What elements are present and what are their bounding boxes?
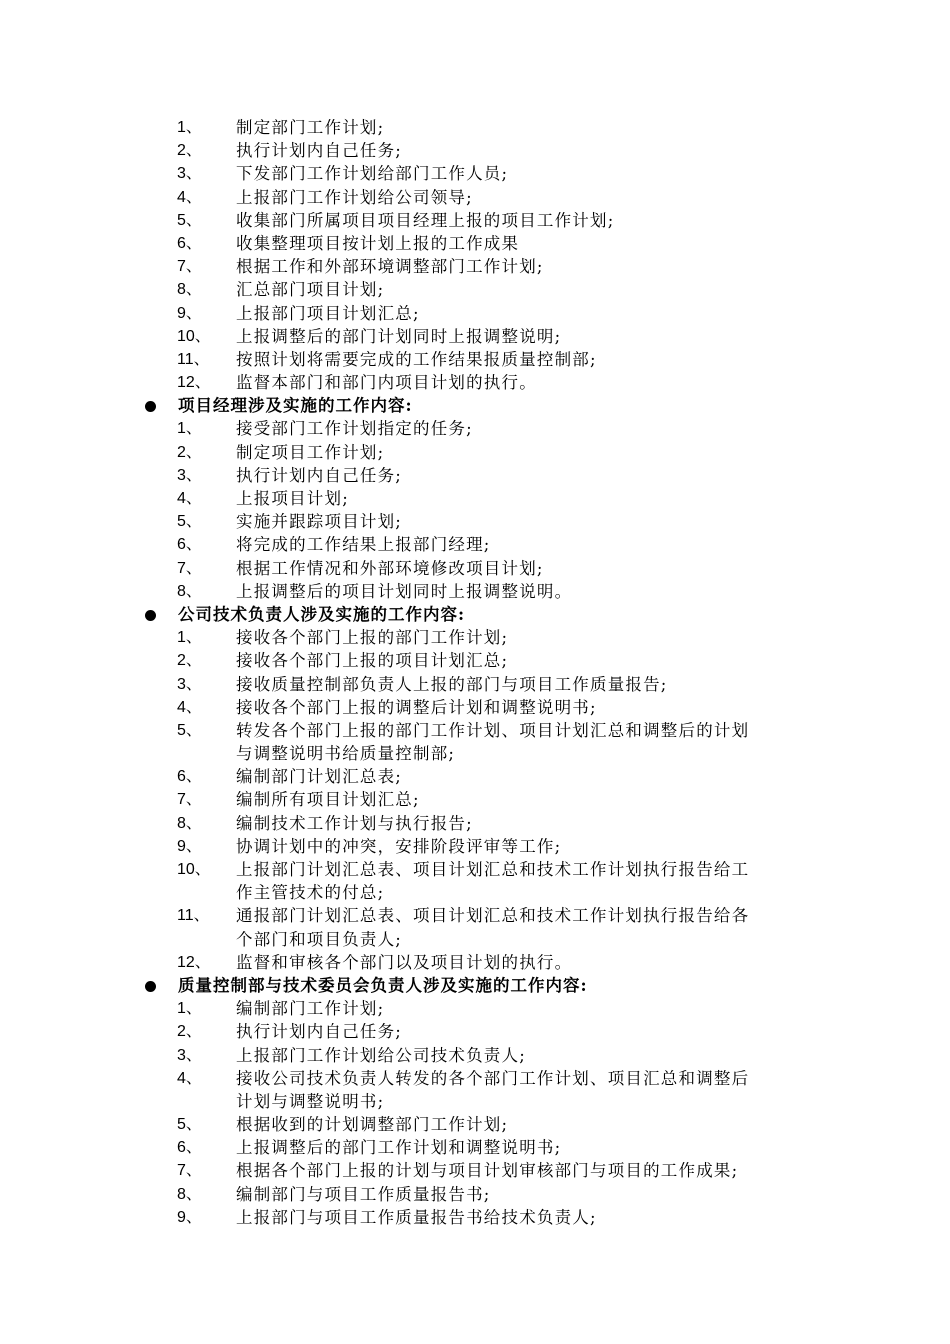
item-number: 2、 bbox=[177, 443, 202, 461]
item-number: 4、 bbox=[177, 490, 202, 507]
list-item bbox=[0, 1136, 950, 1159]
section-heading-text: 公司技术负责人涉及实施的工作内容: bbox=[178, 604, 466, 624]
list-item bbox=[0, 510, 950, 533]
list-item bbox=[0, 1159, 950, 1182]
list-item bbox=[0, 696, 950, 719]
item-number: 5、 bbox=[177, 1116, 202, 1134]
section-heading bbox=[0, 394, 950, 417]
list-item bbox=[0, 533, 950, 556]
item-text: 上报部门与项目工作质量报告书给技术负责人; bbox=[236, 1207, 597, 1227]
item-number: 7、 bbox=[177, 791, 202, 809]
item-text: 通报部门计划汇总表、项目计划汇总和技术工作计划执行报告给各 bbox=[236, 906, 750, 926]
item-text: 制定项目工作计划; bbox=[236, 442, 385, 462]
item-number: 8、 bbox=[177, 814, 202, 832]
item-text: 执行计划内自己任务; bbox=[236, 141, 403, 161]
section-heading bbox=[0, 603, 950, 626]
item-number: 4、 bbox=[177, 1069, 202, 1087]
item-number: 4、 bbox=[177, 698, 202, 716]
item-text: 接受部门工作计划指定的任务; bbox=[236, 419, 473, 439]
item-number: 12、 bbox=[177, 953, 211, 971]
list-item bbox=[0, 788, 950, 811]
section-heading bbox=[0, 974, 950, 997]
item-text: 上报调整后的部门计划同时上报调整说明; bbox=[236, 326, 562, 346]
list-item bbox=[0, 765, 950, 788]
item-text: 执行计划内自己任务; bbox=[236, 1022, 403, 1042]
item-number: 6、 bbox=[177, 768, 202, 786]
item-text: 转发各个部门上报的部门工作计划、项目计划汇总和调整后的计划 bbox=[236, 720, 750, 740]
section-heading-text: 质量控制部与技术委员会负责人涉及实施的工作内容: bbox=[178, 975, 588, 995]
item-number: 8、 bbox=[177, 582, 202, 600]
item-number: 3、 bbox=[177, 1046, 202, 1064]
list-item bbox=[0, 278, 950, 301]
item-number: 1、 bbox=[177, 1000, 202, 1018]
item-number: 4、 bbox=[177, 188, 202, 206]
list-item bbox=[0, 255, 950, 278]
item-number: 3、 bbox=[177, 165, 202, 183]
item-number: 11、 bbox=[177, 907, 210, 925]
item-text: 汇总部门项目计划; bbox=[236, 280, 385, 300]
list-item bbox=[0, 487, 950, 510]
item-number: 9、 bbox=[177, 304, 202, 322]
list-item bbox=[0, 557, 950, 580]
bullet-icon bbox=[145, 610, 156, 621]
item-number: 3、 bbox=[177, 466, 202, 484]
item-text: 下发部门工作计划给部门工作人员; bbox=[236, 164, 509, 184]
item-number: 10、 bbox=[177, 861, 211, 878]
list-item bbox=[0, 997, 950, 1020]
list-item bbox=[0, 348, 950, 371]
item-text: 收集部门所属项目项目经理上报的项目工作计划; bbox=[236, 210, 615, 230]
item-number: 8、 bbox=[177, 1185, 202, 1203]
section-heading-text: 项目经理涉及实施的工作内容: bbox=[178, 396, 413, 416]
list-item bbox=[0, 441, 950, 464]
item-text: 作主管技术的付总; bbox=[236, 883, 385, 903]
item-text: 根据工作情况和外部环境修改项目计划; bbox=[236, 558, 544, 578]
item-number: 1、 bbox=[177, 629, 202, 647]
list-item bbox=[0, 1206, 950, 1229]
document-body bbox=[0, 116, 950, 1229]
item-text: 个部门和项目负责人; bbox=[236, 929, 403, 949]
item-text: 接收各个部门上报的调整后计划和调整说明书; bbox=[236, 697, 597, 717]
item-number: 10、 bbox=[177, 327, 211, 345]
bullet-icon bbox=[145, 981, 156, 992]
item-text: 编制技术工作计划与执行报告; bbox=[236, 813, 473, 833]
list-item bbox=[0, 371, 950, 394]
item-number: 6、 bbox=[177, 536, 202, 554]
item-number: 12、 bbox=[177, 374, 211, 392]
list-item bbox=[0, 812, 950, 835]
item-text: 监督和审核各个部门以及项目计划的执行。 bbox=[236, 952, 573, 972]
list-item bbox=[0, 325, 950, 348]
item-text: 编制部门计划汇总表; bbox=[236, 767, 403, 787]
item-number: 11、 bbox=[177, 350, 210, 368]
list-item bbox=[0, 186, 950, 209]
item-text: 上报调整后的部门工作计划和调整说明书; bbox=[236, 1138, 562, 1158]
item-text: 将完成的工作结果上报部门经理; bbox=[236, 535, 491, 555]
item-number: 7、 bbox=[177, 1162, 202, 1180]
item-number: 1、 bbox=[177, 119, 202, 136]
item-number: 6、 bbox=[177, 234, 202, 252]
item-text: 收集整理项目按计划上报的工作成果 bbox=[236, 233, 520, 253]
item-number: 5、 bbox=[177, 513, 202, 531]
list-item bbox=[0, 116, 950, 139]
item-number: 5、 bbox=[177, 211, 202, 229]
list-item bbox=[0, 673, 950, 696]
item-number: 5、 bbox=[177, 721, 202, 739]
item-number: 8、 bbox=[177, 281, 202, 299]
list-item bbox=[0, 302, 950, 325]
list-item bbox=[0, 1067, 950, 1090]
list-item bbox=[0, 162, 950, 185]
list-item bbox=[0, 232, 950, 255]
list-item bbox=[0, 951, 950, 974]
item-text: 制定部门工作计划; bbox=[236, 118, 385, 137]
item-text: 与调整说明书给质量控制部; bbox=[236, 744, 456, 764]
list-item bbox=[0, 139, 950, 162]
list-item bbox=[0, 1113, 950, 1136]
item-text: 监督本部门和部门内项目计划的执行。 bbox=[236, 373, 537, 393]
list-item bbox=[0, 1020, 950, 1043]
item-number: 1、 bbox=[177, 420, 202, 438]
item-text: 上报部门项目计划汇总; bbox=[236, 303, 420, 323]
list-item bbox=[0, 580, 950, 603]
item-number: 9、 bbox=[177, 1208, 202, 1226]
item-text: 协调计划中的冲突，安排阶段评审等工作; bbox=[236, 836, 562, 856]
list-item bbox=[0, 626, 950, 649]
item-number: 3、 bbox=[177, 675, 202, 693]
item-number: 9、 bbox=[177, 837, 202, 855]
list-item bbox=[0, 649, 950, 672]
item-text: 根据工作和外部环境调整部门工作计划; bbox=[236, 257, 544, 277]
item-text: 接收各个部门上报的项目计划汇总; bbox=[236, 651, 509, 671]
item-text: 上报项目计划; bbox=[236, 489, 349, 508]
list-item bbox=[0, 928, 950, 951]
item-text: 实施并跟踪项目计划; bbox=[236, 512, 403, 532]
list-item bbox=[0, 881, 950, 904]
list-item bbox=[0, 858, 950, 881]
list-item bbox=[0, 417, 950, 440]
list-item bbox=[0, 904, 950, 927]
list-item bbox=[0, 1183, 950, 1206]
item-text: 上报部门计划汇总表、项目计划汇总和技术工作计划执行报告给工 bbox=[236, 860, 750, 879]
item-number: 2、 bbox=[177, 652, 202, 670]
item-text: 根据各个部门上报的计划与项目计划审核部门与项目的工作成果; bbox=[236, 1161, 739, 1181]
item-text: 上报部门工作计划给公司技术负责人; bbox=[236, 1045, 526, 1065]
item-number: 6、 bbox=[177, 1139, 202, 1157]
list-item bbox=[0, 742, 950, 765]
list-item bbox=[0, 1090, 950, 1113]
list-item bbox=[0, 464, 950, 487]
item-text: 接收各个部门上报的部门工作计划; bbox=[236, 628, 509, 648]
item-text: 编制部门与项目工作质量报告书; bbox=[236, 1184, 491, 1204]
item-text: 编制部门工作计划; bbox=[236, 999, 385, 1019]
item-text: 按照计划将需要完成的工作结果报质量控制部; bbox=[236, 349, 597, 369]
item-number: 2、 bbox=[177, 1023, 202, 1041]
item-number: 7、 bbox=[177, 559, 202, 577]
list-item bbox=[0, 209, 950, 232]
bullet-icon bbox=[145, 401, 156, 412]
item-text: 编制所有项目计划汇总; bbox=[236, 790, 420, 810]
item-text: 根据收到的计划调整部门工作计划; bbox=[236, 1115, 509, 1135]
list-item bbox=[0, 1044, 950, 1067]
item-text: 上报部门工作计划给公司领导; bbox=[236, 187, 473, 207]
item-text: 执行计划内自己任务; bbox=[236, 465, 403, 485]
item-number: 2、 bbox=[177, 142, 202, 160]
item-text: 接收公司技术负责人转发的各个部门工作计划、项目汇总和调整后 bbox=[236, 1068, 750, 1088]
item-text: 计划与调整说明书; bbox=[236, 1091, 385, 1111]
item-number: 7、 bbox=[177, 258, 202, 276]
item-text: 上报调整后的项目计划同时上报调整说明。 bbox=[236, 581, 573, 601]
list-item bbox=[0, 835, 950, 858]
item-text: 接收质量控制部负责人上报的部门与项目工作质量报告; bbox=[236, 674, 668, 694]
list-item bbox=[0, 719, 950, 742]
